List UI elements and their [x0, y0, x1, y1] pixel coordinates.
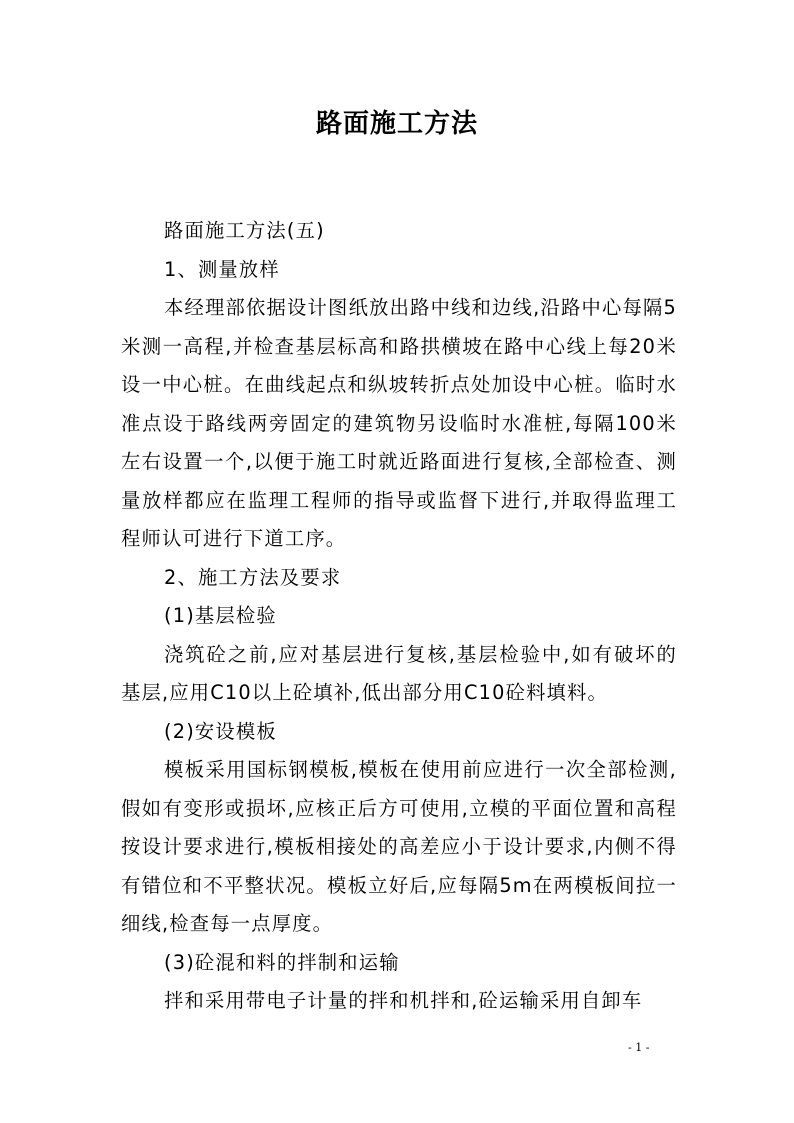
item-heading: (3)砼混和料的拌制和运输	[164, 950, 400, 974]
body-paragraph: 浇筑砼之前,应对基层进行复核,基层检验中,如有破坏的基层,应用C10以上砼填补,低出部分用C10砼料填料。	[121, 642, 677, 704]
page-number: - 1 -	[628, 1041, 650, 1054]
body-paragraph: 拌和采用带电子计量的拌和机拌和,砼运输采用自卸车	[164, 989, 643, 1012]
item-heading: (1)基层检验	[164, 604, 277, 627]
body-paragraph: 本经理部依据设计图纸放出路中线和边线,沿路中心每隔5米测一高程,并检查基层标高和路拱横坡在路中心线上每20米设一中心桩。在曲线起点和纵坡转折点处加设中心桩。临时水准点设于路线两旁固定的建筑物另设临时水准桩,每隔100米左右设置一个,以便于施工时就近路面进行复核,全部检查、测量放样都应在监理工程师的指导或监督下进行,并取得监理工程师认可进行下道工序。	[121, 296, 677, 550]
section-heading: 路面施工方法(五)	[164, 219, 325, 242]
body-paragraph: 模板采用国标钢模板,模板在使用前应进行一次全部检测,假如有变形或损坏,应核正后方可使用,立模的平面位置和高程按设计要求进行,模板相接处的高差应小于设计要求,内侧不得有错位和不平整状况。模板立好后,应每隔5m在两模板间拉一细线,检查每一点厚度。	[121, 758, 677, 935]
subsection-heading: 1、测量放样	[164, 257, 280, 281]
document-body	[121, 212, 677, 1021]
document-title: 路面施工方法	[315, 109, 478, 139]
item-heading: (2)安设模板	[164, 719, 277, 743]
subsection-heading: 2、施工方法及要求	[164, 565, 342, 589]
